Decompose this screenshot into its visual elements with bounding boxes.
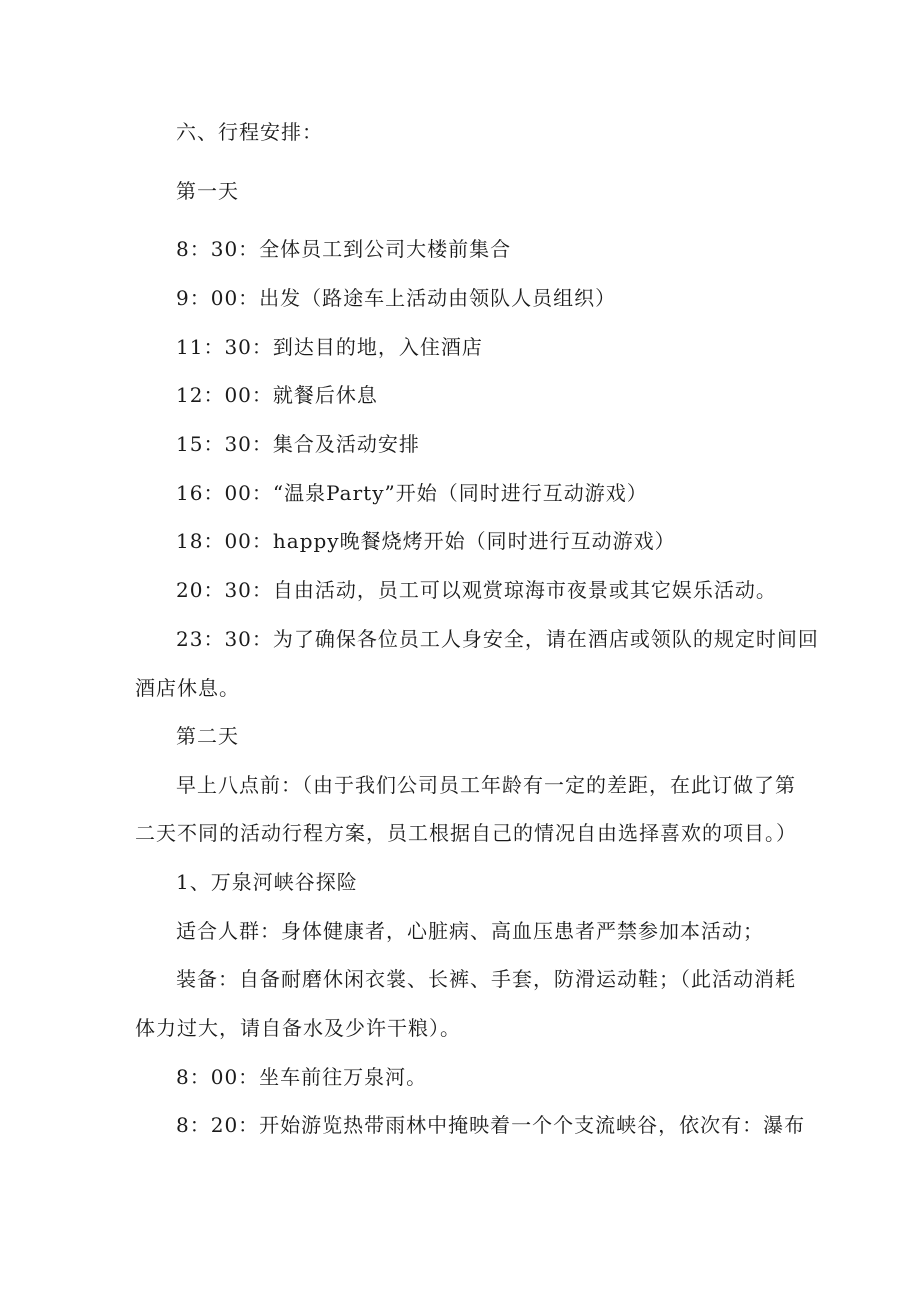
day1-item: 11：30：到达目的地，入住酒店: [176, 335, 483, 359]
day1-item: 18：00：happy晚餐烧烤开始（同时进行互动游戏）: [176, 529, 676, 553]
activity1-title: 1、万泉河峡谷探险: [176, 870, 358, 894]
section-heading: 六、行程安排：: [176, 120, 323, 144]
day1-item: 20：30：自由活动，员工可以观赏琼海市夜景或其它娱乐活动。: [176, 578, 777, 602]
day2-intro-line2: 二天不同的活动行程方案，员工根据自己的情况自由选择喜欢的项目。）: [135, 821, 797, 845]
day1-item: 16：00：“温泉Party”开始（同时进行互动游戏）: [176, 481, 648, 505]
day1-item: 9：00：出发（路途车上活动由领队人员组织）: [176, 286, 617, 310]
activity1-equipment-line2: 体力过大，请自备水及少许干粮）。: [135, 1016, 461, 1040]
activity1-equipment-line1: 装备：自备耐磨休闲衣裳、长裤、手套，防滑运动鞋；（此活动消耗: [176, 967, 796, 991]
day1-last-item-line1: 23：30：为了确保各位员工人身安全，请在酒店或领队的规定时间回: [176, 627, 819, 651]
day1-last-item-line2: 酒店休息。: [135, 676, 240, 700]
day2-title: 第二天: [176, 724, 239, 748]
activity1-schedule: 8：00：坐车前往万泉河。: [176, 1065, 428, 1089]
day1-item: 12：00：就餐后休息: [176, 383, 378, 407]
day2-intro-line1: 早上八点前：（由于我们公司员工年龄有一定的差距，在此订做了第: [176, 773, 796, 797]
activity1-suitable: 适合人群：身体健康者，心脏病、高血压患者严禁参加本活动；: [176, 919, 764, 943]
activity1-schedule: 8：20：开始游览热带雨林中掩映着一个个支流峡谷，依次有：瀑布: [176, 1113, 806, 1137]
day1-title: 第一天: [176, 179, 239, 203]
day1-item: 8：30：全体员工到公司大楼前集合: [176, 237, 512, 261]
day1-item: 15：30：集合及活动安排: [176, 432, 420, 456]
